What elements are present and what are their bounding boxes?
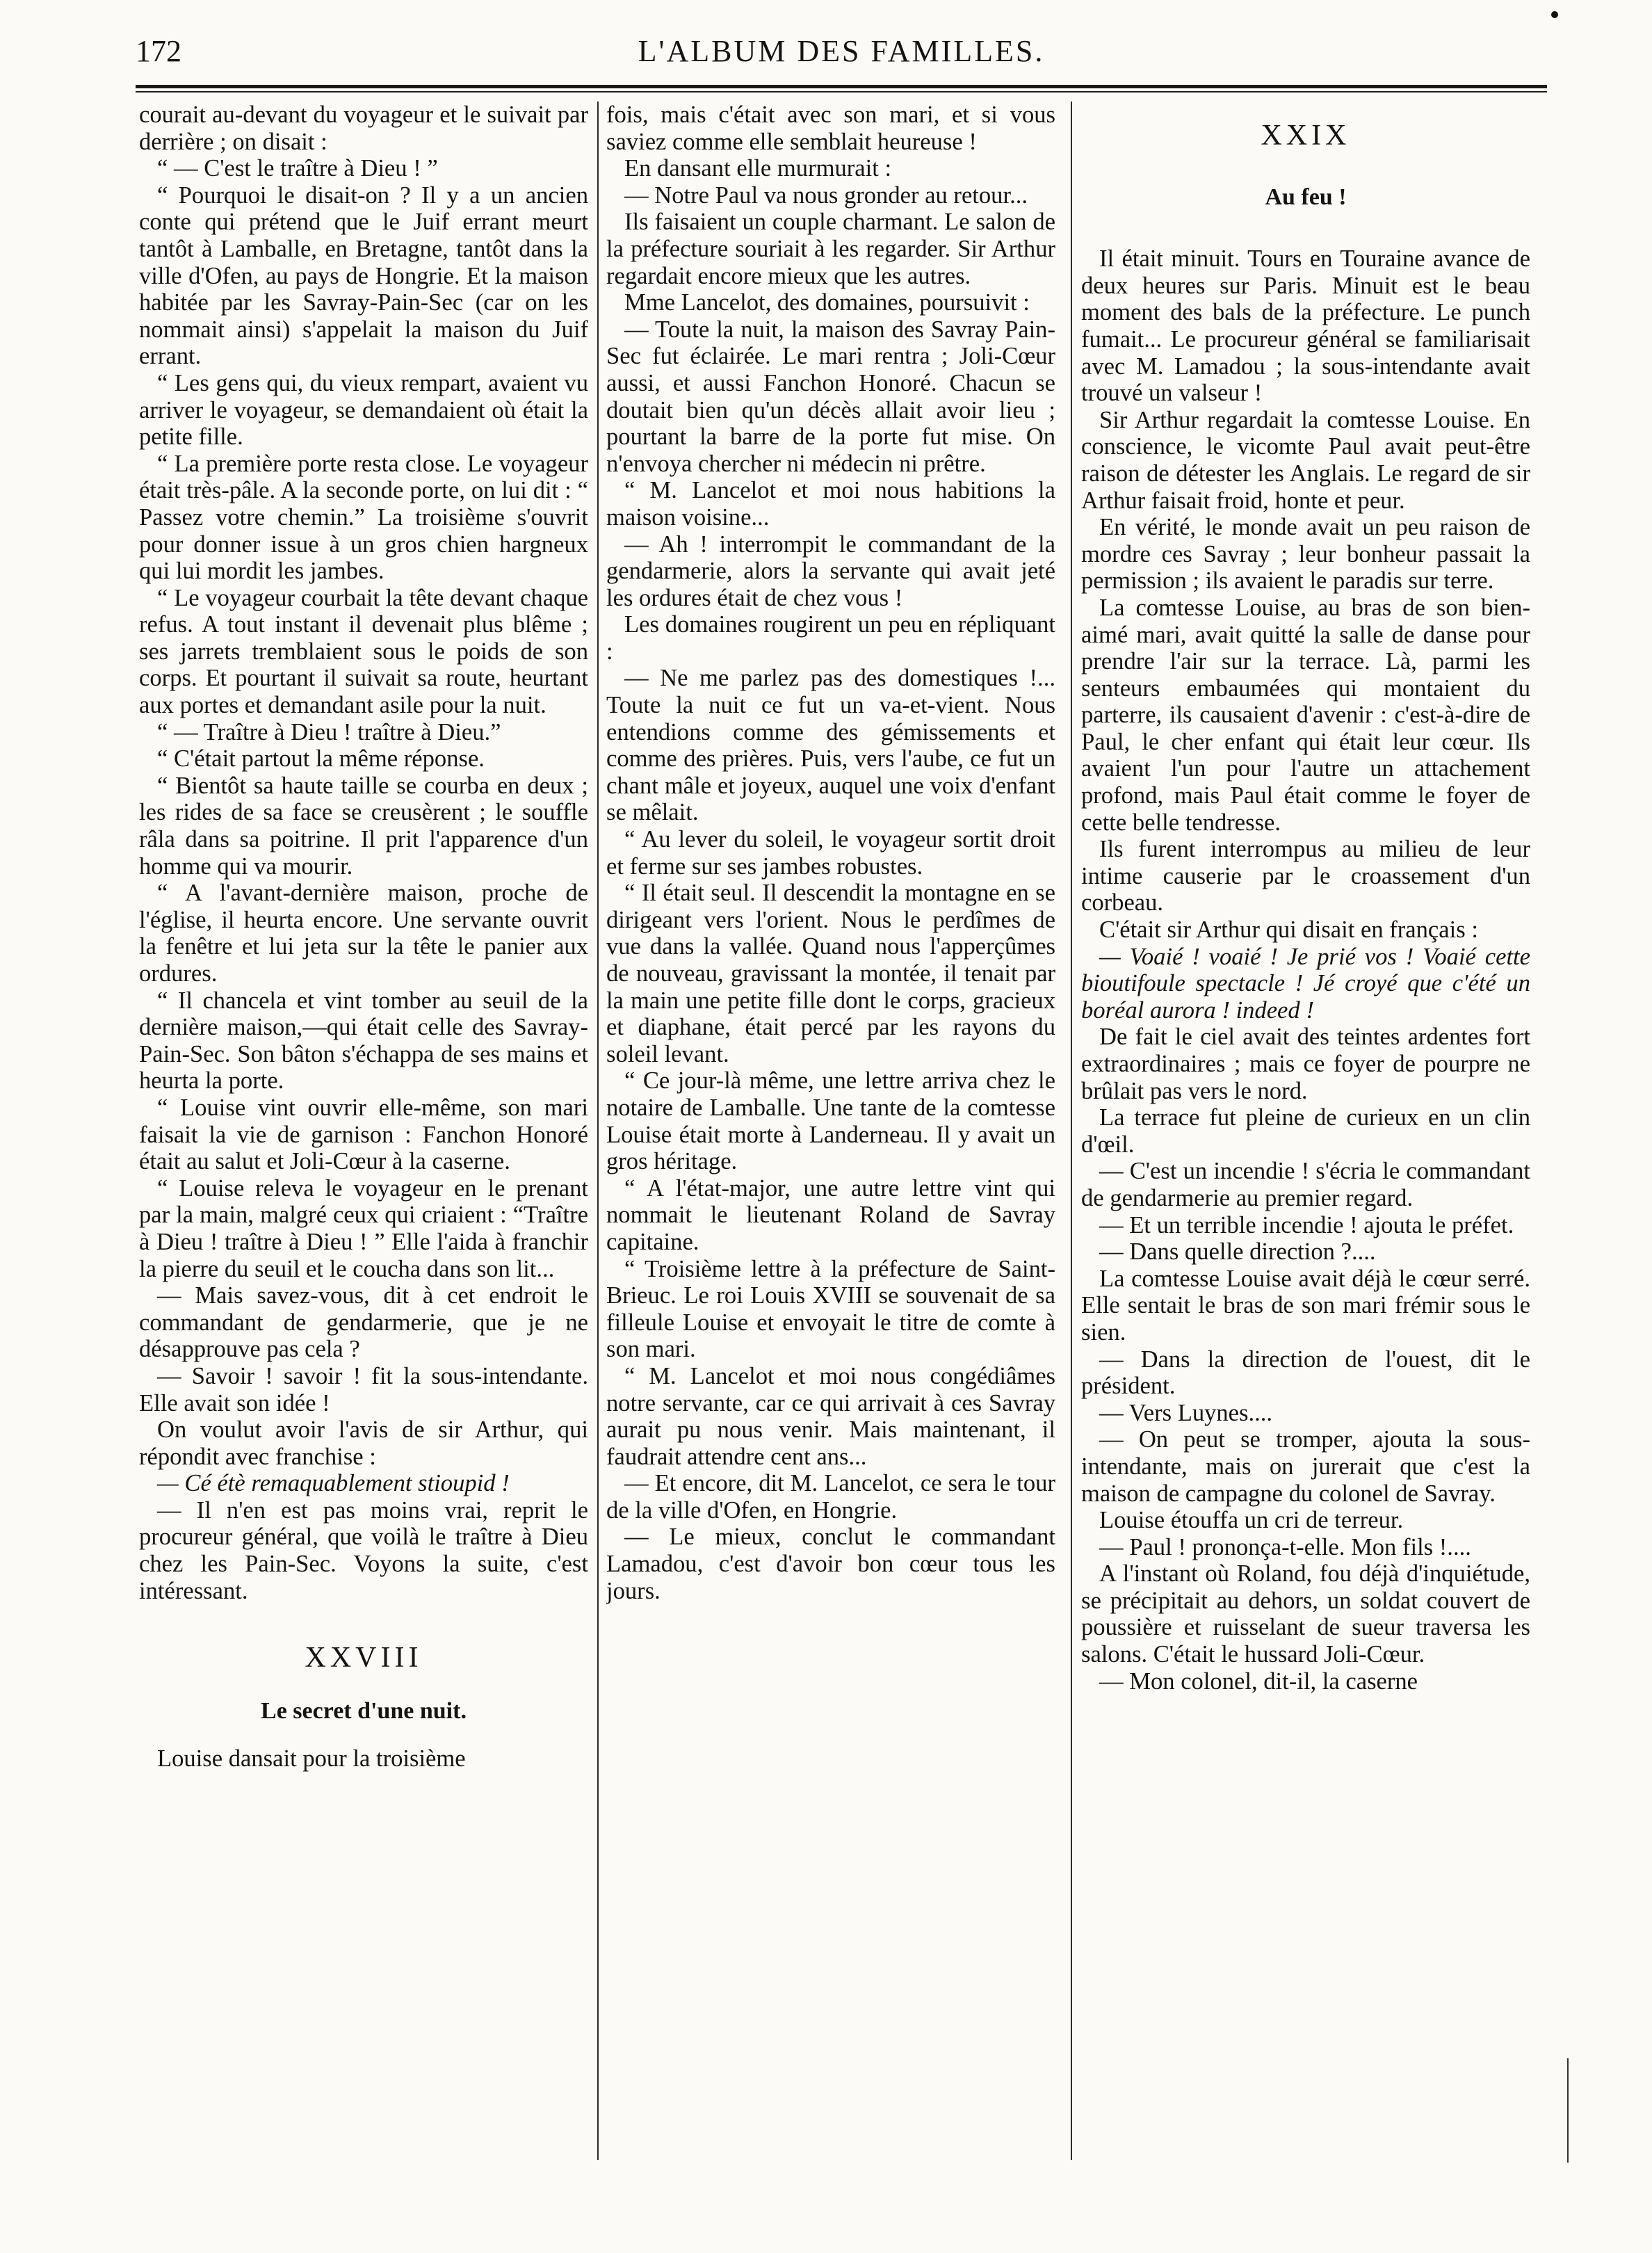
paragraph: “ C'était partout la même réponse. bbox=[157, 745, 485, 773]
paragraph: De fait le ciel avait des teintes ardentes fort extraordinaires ; mais ce foyer de pourpre ne brûlait pas vers le nord. bbox=[1081, 1024, 1530, 1104]
paragraph: “ Il chancela et vint tomber au seuil de la dernière maison,—qui était celle des Savray-Pain-Sec. Son bâton s'échappa de ses mains et heurta la porte. bbox=[139, 987, 588, 1095]
column-separator bbox=[597, 102, 599, 2160]
paragraph: La comtesse Louise avait déjà le cœur serré. Elle sentait le bras de son mari frémir sous le sien. bbox=[1081, 1265, 1530, 1346]
paragraph: — Et encore, dit M. Lancelot, ce sera le tour de la ville d'Ofen, en Hongrie. bbox=[606, 1470, 1055, 1524]
paragraph: La comtesse Louise, au bras de son bien-aimé mari, avait quitté la salle de danse pour prendre l'air sur la terrace. Là, parmi les senteurs embaumées qui montaient du parterre, ils causaient d'avenir : c'est-à-dire de Paul, le cher enfant qui était leur cœur. Ils avaient l'un pour l'autre un attachement profond, mais Paul était comme le foyer de cette belle tendresse. bbox=[1081, 594, 1530, 836]
paragraph: “ Louise vint ouvrir elle-même, son mari faisait la vie de garnison : Fanchon Honoré était au salut et Joli-Cœur à la caserne. bbox=[139, 1094, 588, 1175]
section-number: XXVIII bbox=[305, 1642, 423, 1674]
paragraph: En dansant elle murmurait : bbox=[624, 155, 892, 182]
paragraph: — Il n'en est pas moins vrai, reprit le procureur général, que voilà le traître à Dieu chez les Pain-Sec. Voyons la suite, c'est intéressant. bbox=[139, 1496, 588, 1604]
paragraph: La terrace fut pleine de curieux en un clin d'œil. bbox=[1081, 1104, 1530, 1158]
paragraph: “ — Traître à Dieu ! traître à Dieu.” bbox=[157, 718, 501, 745]
paragraph: Sir Arthur regardait la comtesse Louise. En conscience, le vicomte Paul avait peut-être raison de détester les Anglais. Le regard de sir Arthur faisait froid, honte et peur. bbox=[1081, 406, 1530, 514]
paragraph: “ — C'est le traître à Dieu ! ” bbox=[157, 155, 438, 182]
paragraph-dialect: — Cé étè remaquablement stioupid ! bbox=[157, 1470, 510, 1497]
paragraph: Ils furent interrompus au milieu de leur intime causerie par le croassement d'un corbeau. bbox=[1081, 836, 1530, 916]
paragraph: “ M. Lancelot et moi nous habitions la maison voisine... bbox=[606, 477, 1055, 531]
column-separator bbox=[1071, 102, 1072, 2160]
paragraph: — Dans la direction de l'ouest, dit le président. bbox=[1081, 1346, 1530, 1400]
paragraph: — On peut se tromper, ajouta la sous-intendante, mais on jurerait que c'est la maison de campagne du colonel de Savray. bbox=[1081, 1426, 1530, 1507]
paragraph: En vérité, le monde avait un peu raison de mordre ces Savray ; leur bonheur passait la permission ; ils avaient le paradis sur terre. bbox=[1081, 514, 1530, 595]
section-title: Le secret d'une nuit. bbox=[261, 1697, 467, 1724]
paragraph: “ Troisième lettre à la préfecture de Saint-Brieuc. Le roi Louis XVIII se souvenait de sa filleule Louise et envoyait le titre de comte à son mari. bbox=[606, 1255, 1055, 1363]
paragraph: Il était minuit. Tours en Touraine avance de deux heures sur Paris. Minuit est le beau moment des bals de la préfecture. Le punch fumait... Le procureur général se familiarisait avec M. Lamadou ; la sous-intendante avait trouvé un valseur ! bbox=[1081, 245, 1530, 407]
paragraph: — Savoir ! savoir ! fit la sous-intendante. Elle avait son idée ! bbox=[139, 1362, 588, 1416]
header-rule-thin bbox=[136, 91, 1547, 92]
column-2 bbox=[606, 102, 1055, 2160]
section-title: Au feu ! bbox=[1265, 184, 1347, 210]
paragraph: A l'instant où Roland, fou déjà d'inquiétude, se précipitait au dehors, un soldat couvert de poussière et ruisselant de sueur traversa les salons. C'était le hussard Joli-Cœur. bbox=[1081, 1560, 1530, 1668]
paragraph: “ Bientôt sa haute taille se courba en deux ; les rides de sa face se creusèrent ; le souffle râla dans sa poitrine. Il prit l'apparence d'un homme qui va mourir. bbox=[139, 772, 588, 880]
paragraph: “ Pourquoi le disait-on ? Il y a un ancien conte qui prétend que le Juif errant meurt tantôt à Lamballe, en Bretagne, tantôt dans la ville d'Ofen, au pays de Hongrie. Et la maison habitée par les Savray-Pain-Sec (car on les nommait ainsi) s'appelait la maison du Juif errant. bbox=[139, 181, 588, 370]
paragraph: Louise étouffa un cri de terreur. bbox=[1099, 1507, 1404, 1534]
binding-edge-mark bbox=[1567, 2058, 1569, 2163]
paragraph: “ Louise releva le voyageur en le prenant par la main, malgré ceux qui criaient : “Traître à Dieu ! traître à Dieu ! ” Elle l'aida à franchir la pierre du seuil et le coucha dans son lit... bbox=[139, 1174, 588, 1282]
paragraph: “ M. Lancelot et moi nous congédiâmes notre servante, car ce qui arrivait à ces Savray aurait pu nous venir. Mais maintenant, il faudrait attendre cent ans... bbox=[606, 1362, 1055, 1470]
paragraph: “ Il était seul. Il descendit la montagne en se dirigeant vers l'orient. Nous le perdîmes de vue dans la vallée. Quand nous l'apperçûmes de nouveau, gravissant la montée, il tenait par la main une petite fille dont le corps, gracieux et diaphane, était percé par les rayons du soleil levant. bbox=[606, 880, 1055, 1067]
page-header bbox=[136, 33, 1547, 75]
paragraph: C'était sir Arthur qui disait en français : bbox=[1099, 916, 1478, 944]
column-3 bbox=[1081, 102, 1530, 2160]
page-number: 172 bbox=[136, 34, 181, 68]
paragraph: — Dans quelle direction ?.... bbox=[1099, 1238, 1376, 1266]
paragraph: Louise dansait pour la troisième bbox=[157, 1745, 466, 1772]
paragraph: “ Ce jour-là même, une lettre arriva chez le notaire de Lamballe. Une tante de la comtesse Louise était morte à Landerneau. Il y avait un gros héritage. bbox=[606, 1067, 1055, 1175]
paragraph: — Notre Paul va nous gronder au retour... bbox=[624, 181, 1028, 209]
paragraph: “ Les gens qui, du vieux rempart, avaient vu arriver le voyageur, se demandaient où était la petite fille. bbox=[139, 369, 588, 451]
paragraph: — Mon colonel, dit-il, la caserne bbox=[1099, 1667, 1418, 1695]
paragraph: Les domaines rougirent un peu en répliquant : bbox=[606, 611, 1055, 665]
running-title: L'ALBUM DES FAMILLES. bbox=[638, 34, 1045, 68]
paragraph: — C'est un incendie ! s'écria le commandant de gendarmerie au premier regard. bbox=[1081, 1158, 1530, 1211]
paragraph: “ Le voyageur courbait la tête devant chaque refus. A tout instant il devenait plus blême ; ses jarrets tremblaient sous le poids de son corps. Et pourtant il suivait sa route, heurtant aux portes et demandant asile pour la nuit. bbox=[139, 584, 588, 719]
paragraph: fois, mais c'était avec son mari, et si vous saviez comme elle semblait heureuse ! bbox=[606, 102, 1055, 155]
paragraph: courait au-devant du voyageur et le suivait par derrière ; on disait : bbox=[139, 102, 588, 155]
column-1 bbox=[139, 102, 588, 2160]
paragraph: — Le mieux, conclut le commandant Lamadou, c'est d'avoir bon cœur tous les jours. bbox=[606, 1524, 1055, 1604]
ink-speck bbox=[1551, 11, 1558, 18]
section-number: XXIX bbox=[1261, 120, 1351, 152]
paragraph: — Ne me parlez pas des domestiques !... Toute la nuit ce fut un va-et-vient. Nous entendions comme des gémissements et comme des prières. Puis, vers l'aube, ce fut un chant mâle et joyeux, auquel une voix d'enfant se mêlait. bbox=[606, 665, 1055, 826]
paragraph: “ Au lever du soleil, le voyageur sortit droit et ferme sur ses jambes robustes. bbox=[606, 826, 1055, 880]
paragraph: “ La première porte resta close. Le voyageur était très-pâle. A la seconde porte, on lui dit : “ Passez votre chemin.” La troisième s'ouvrit pour donner issue à un gros chien hargneux qui lui mordit les jambes. bbox=[139, 450, 588, 585]
paragraph: Ils faisaient un couple charmant. Le salon de la préfecture souriait à les regarder. Sir Arthur regardait encore mieux que les autres. bbox=[606, 209, 1055, 289]
paragraph: — Vers Luynes.... bbox=[1099, 1399, 1273, 1426]
paragraph: — Toute la nuit, la maison des Savray Pain-Sec fut éclairée. Le mari rentra ; Joli-Cœur aussi, et aussi Fanchon Honoré. Chacun se doutait bien qu'un décès allait avoir lieu ; pourtant la barre de la porte fut mise. On n'envoya chercher ni médecin ni prêtre. bbox=[606, 316, 1055, 477]
paragraph: — Paul ! prononça-t-elle. Mon fils !.... bbox=[1099, 1533, 1471, 1560]
paragraph-dialect: — Voaié ! voaié ! Je prié vos ! Voaié cette bioutifoule spectacle ! Jé croyé que c'été un boréal aurora ! indeed ! bbox=[1081, 943, 1530, 1024]
header-rule bbox=[136, 85, 1547, 88]
paragraph: — Et un terrible incendie ! ajouta le préfet. bbox=[1099, 1211, 1514, 1238]
paragraph: “ A l'avant-dernière maison, proche de l'église, il heurta encore. Une servante ouvrit la fenêtre et lui jeta sur la tête le panier aux ordures. bbox=[139, 880, 588, 987]
paragraph: Mme Lancelot, des domaines, poursuivit : bbox=[624, 289, 1030, 316]
paragraph: “ A l'état-major, une autre lettre vint qui nommait le lieutenant Roland de Savray capitaine. bbox=[606, 1174, 1055, 1255]
paragraph: — Mais savez-vous, dit à cet endroit le commandant de gendarmerie, que je ne désapprouve pas cela ? bbox=[139, 1282, 588, 1363]
paragraph: On voulut avoir l'avis de sir Arthur, qui répondit avec franchise : bbox=[139, 1416, 588, 1470]
paragraph: — Ah ! interrompit le commandant de la gendarmerie, alors la servante qui avait jeté les ordures était de chez vous ! bbox=[606, 531, 1055, 611]
